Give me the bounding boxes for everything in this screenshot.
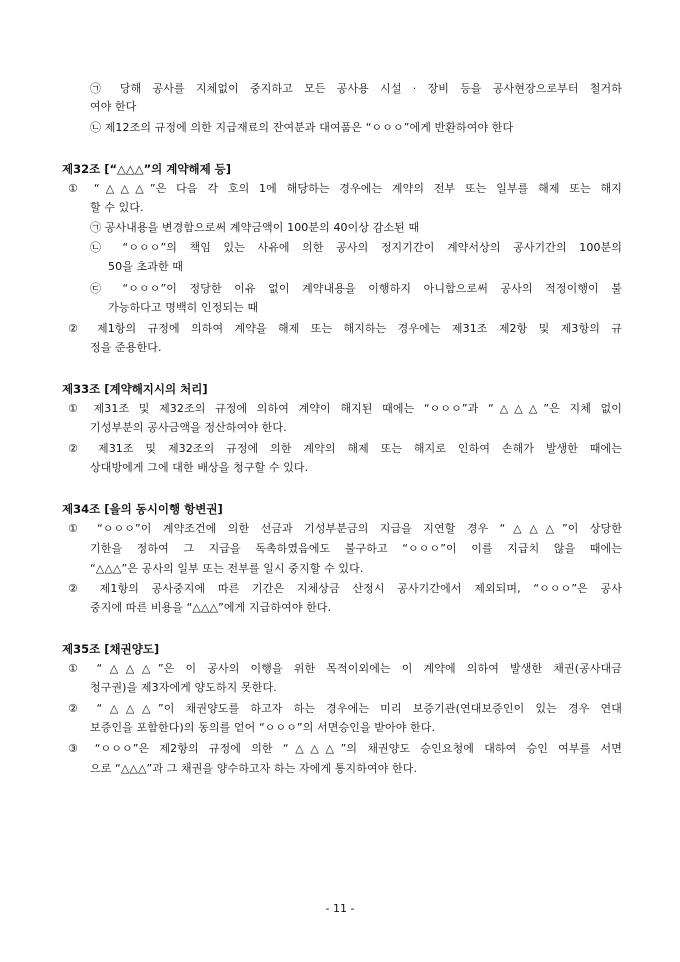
art32-item-c: ㉢ “ㅇㅇㅇ”이 정당한 이유 없이 계약내용을 이행하지 아니함으로써 공사의 적정이행이 불: [90, 282, 622, 295]
art34-para-2-cont: 중지에 따른 비용을 “△△△”에게 지급하여야 한다.: [90, 601, 332, 614]
art33-para-1-cont: 기성부분의 공사금액을 정산하여야 한다.: [90, 421, 287, 434]
art33-para-1: ① 제31조 및 제32조의 규정에 의하여 계약이 해지된 때에는 “ㅇㅇㅇ”과 “△△△”은 지체 없이: [68, 402, 622, 415]
clause-item-a: ㉠ 당해 공사를 지체없이 중지하고 모든 공사용 시설 · 장비 등을 공사현장으로부터 철거하: [90, 82, 622, 95]
art33-para-2: ② 제31조 및 제32조의 규정에 의한 계약의 해제 또는 해지로 인하여 손해가 발생한 때에는: [68, 442, 622, 455]
art35-para-1: ① “△△△”은 이 공사의 이행을 위한 목적이외에는 이 계약에 의하여 발생한 채권(공사대금: [68, 662, 622, 675]
art33-para-2-cont: 상대방에게 그에 대한 배상을 청구할 수 있다.: [90, 461, 309, 474]
art32-item-b: ㉡ “ㅇㅇㅇ”의 책임 있는 사유에 의한 공사의 정지기간이 계약서상의 공사기간의 100분의: [90, 241, 622, 254]
clause-item-a-cont: 여야 한다: [90, 100, 137, 113]
art34-para-1-cont-2: “△△△”은 공사의 일부 또는 전부를 일시 중지할 수 있다.: [90, 562, 364, 575]
art34-para-2: ② 제1항의 공사중지에 따른 기간은 지체상금 산정시 공사기간에서 제외되며, “ㅇㅇㅇ”은 공사: [68, 582, 622, 595]
art35-para-3: ③ “ㅇㅇㅇ”은 제2항의 규정에 의한 “△△△”의 채권양도 승인요청에 대하여 승인 여부를 서면: [68, 742, 622, 755]
article-34-title: 제34조 [을의 동시이행 항변권]: [62, 502, 223, 516]
art32-item-b-cont: 50을 초과한 때: [108, 260, 184, 273]
page-number: - 11 -: [325, 902, 355, 915]
article-32-title: 제32조 [“△△△”의 계약해제 등]: [62, 162, 232, 176]
art32-para-1: ① “△△△”은 다음 각 호의 1에 해당하는 경우에는 계약의 전부 또는 일부를 해제 또는 해지: [68, 182, 622, 195]
art32-para-1-cont: 할 수 있다.: [90, 201, 144, 214]
art32-para-2-cont: 정을 준용한다.: [90, 341, 162, 354]
art35-para-2-cont: 보증인을 포함한다)의 동의를 얻어 “ㅇㅇㅇ”의 서면승인을 받아야 한다.: [90, 721, 436, 734]
art35-para-2: ② “△△△”이 채권양도를 하고자 하는 경우에는 미리 보증기관(연대보증인이 있는 경우 연대: [68, 702, 622, 715]
article-35-title: 제35조 [채권양도]: [62, 642, 160, 656]
clause-item-b: ㉡ 제12조의 규정에 의한 지급재료의 잔여분과 대여품은 “ㅇㅇㅇ”에게 반환하여야 한다: [90, 121, 514, 134]
art35-para-3-cont: 으로 “△△△”과 그 채권을 양수하고자 하는 자에게 통지하여야 한다.: [90, 762, 418, 775]
art32-para-2: ② 제1항의 규정에 의하여 계약을 해제 또는 해지하는 경우에는 제31조 제2항 및 제3항의 규: [68, 322, 622, 335]
article-33-title: 제33조 [계약해지시의 처리]: [62, 382, 208, 396]
art34-para-1-cont: 기한을 정하여 그 지급을 독촉하였음에도 불구하고 “ㅇㅇㅇ”이 이를 지급치 않을 때에는: [90, 542, 622, 555]
art32-item-c-cont: 가능하다고 명백히 인정되는 때: [108, 301, 259, 314]
art34-para-1: ① “ㅇㅇㅇ”이 계약조건에 의한 선금과 기성부분금의 지급을 지연할 경우 “△△△”이 상당한: [68, 522, 622, 535]
art35-para-1-cont: 청구권)을 제3자에게 양도하지 못한다.: [90, 681, 277, 694]
art32-item-a: ㉠ 공사내용을 변경함으로써 계약금액이 100분의 40이상 감소된 때: [90, 221, 420, 234]
